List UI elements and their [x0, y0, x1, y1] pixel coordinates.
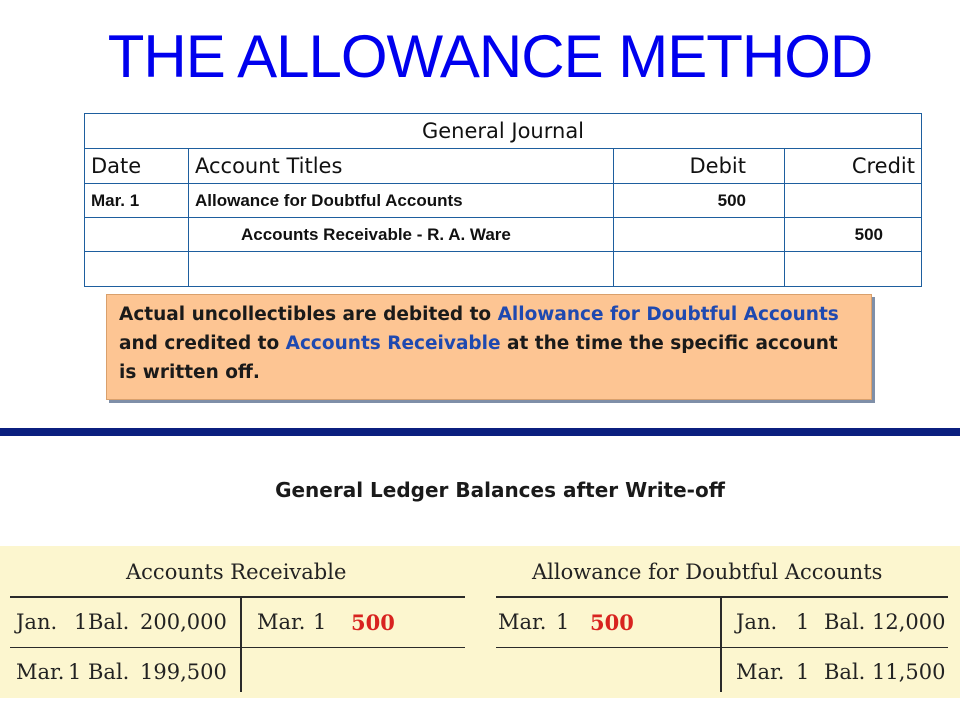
entry-debit: 500	[614, 184, 785, 218]
ledger-entry-day: 1	[68, 660, 82, 684]
ledger-entry-date: Mar.	[498, 610, 547, 634]
ledger-entry-date: Mar.	[736, 660, 785, 684]
entry-account: Allowance for Doubtful Accounts	[189, 184, 614, 218]
empty-cell	[189, 252, 614, 287]
note-text: Actual uncollectibles are debited to	[119, 304, 498, 325]
empty-cell	[614, 252, 785, 287]
t-account-center-line	[720, 596, 722, 692]
note-text: and credited to	[119, 333, 286, 354]
explanation-callout	[106, 294, 872, 400]
ledger-entry-date: Mar.	[16, 660, 65, 684]
t-account-title: Allowance for Doubtful Accounts	[532, 560, 883, 584]
t-account-divider	[10, 647, 465, 648]
journal-caption: General Journal	[85, 114, 922, 149]
header-date: Date	[85, 149, 189, 184]
ledger-panel	[0, 546, 960, 698]
ledger-entry-amount: 12,000	[872, 610, 946, 634]
journal-entry-row	[85, 218, 922, 252]
ledger-entry-amount: 11,500	[872, 660, 946, 684]
header-credit: Credit	[785, 149, 922, 184]
page-title: THE ALLOWANCE METHOD	[107, 23, 873, 90]
empty-cell	[85, 252, 189, 287]
journal-empty-row	[85, 252, 922, 287]
note-text: at the time the specific account is written off.	[119, 333, 838, 383]
ledger-entry-day: 1	[796, 660, 810, 684]
journal-caption-row	[85, 114, 922, 149]
ledger-entry-day: 1	[556, 610, 570, 634]
entry-account: Accounts Receivable - R. A. Ware	[189, 218, 614, 252]
t-account-divider	[496, 647, 948, 648]
t-account-top-line	[496, 596, 948, 598]
section-divider	[0, 428, 960, 436]
note-highlight-allowance: Allowance for Doubtful Accounts	[497, 304, 839, 325]
entry-credit	[785, 184, 922, 218]
journal-entry-row	[85, 184, 922, 218]
ledger-entry-day: 1	[796, 610, 810, 634]
ledger-entry-date: Jan.	[16, 610, 58, 634]
ledger-entry-day: 1	[74, 610, 88, 634]
ledger-entry-date: Mar.	[257, 610, 306, 634]
ledger-entry-amount: 199,500	[140, 660, 227, 684]
ledger-entry-label: Bal.	[88, 610, 130, 634]
entry-debit	[614, 218, 785, 252]
journal-header-row	[85, 149, 922, 184]
note-highlight-receivable: Accounts Receivable	[285, 333, 501, 354]
ledger-entry-date: Jan.	[736, 610, 778, 634]
t-account-center-line	[240, 596, 242, 692]
ledger-entry-label: Bal.	[824, 660, 866, 684]
entry-credit: 500	[785, 218, 922, 252]
ledger-entry-label: Bal.	[88, 660, 130, 684]
header-account-titles: Account Titles	[189, 149, 614, 184]
ledger-entry-amount-writeoff: 500	[351, 610, 395, 635]
ledger-entry-amount-writeoff: 500	[590, 610, 634, 635]
header-debit: Debit	[614, 149, 785, 184]
entry-date: Mar. 1	[85, 184, 189, 218]
empty-cell	[785, 252, 922, 287]
t-account-top-line	[10, 596, 465, 598]
t-account-title: Accounts Receivable	[126, 560, 347, 584]
ledger-entry-day: 1	[313, 610, 327, 634]
ledger-entry-label: Bal.	[824, 610, 866, 634]
entry-date	[85, 218, 189, 252]
section-subtitle: General Ledger Balances after Write-off	[275, 478, 725, 502]
general-journal-table	[84, 113, 922, 287]
ledger-entry-amount: 200,000	[140, 610, 227, 634]
